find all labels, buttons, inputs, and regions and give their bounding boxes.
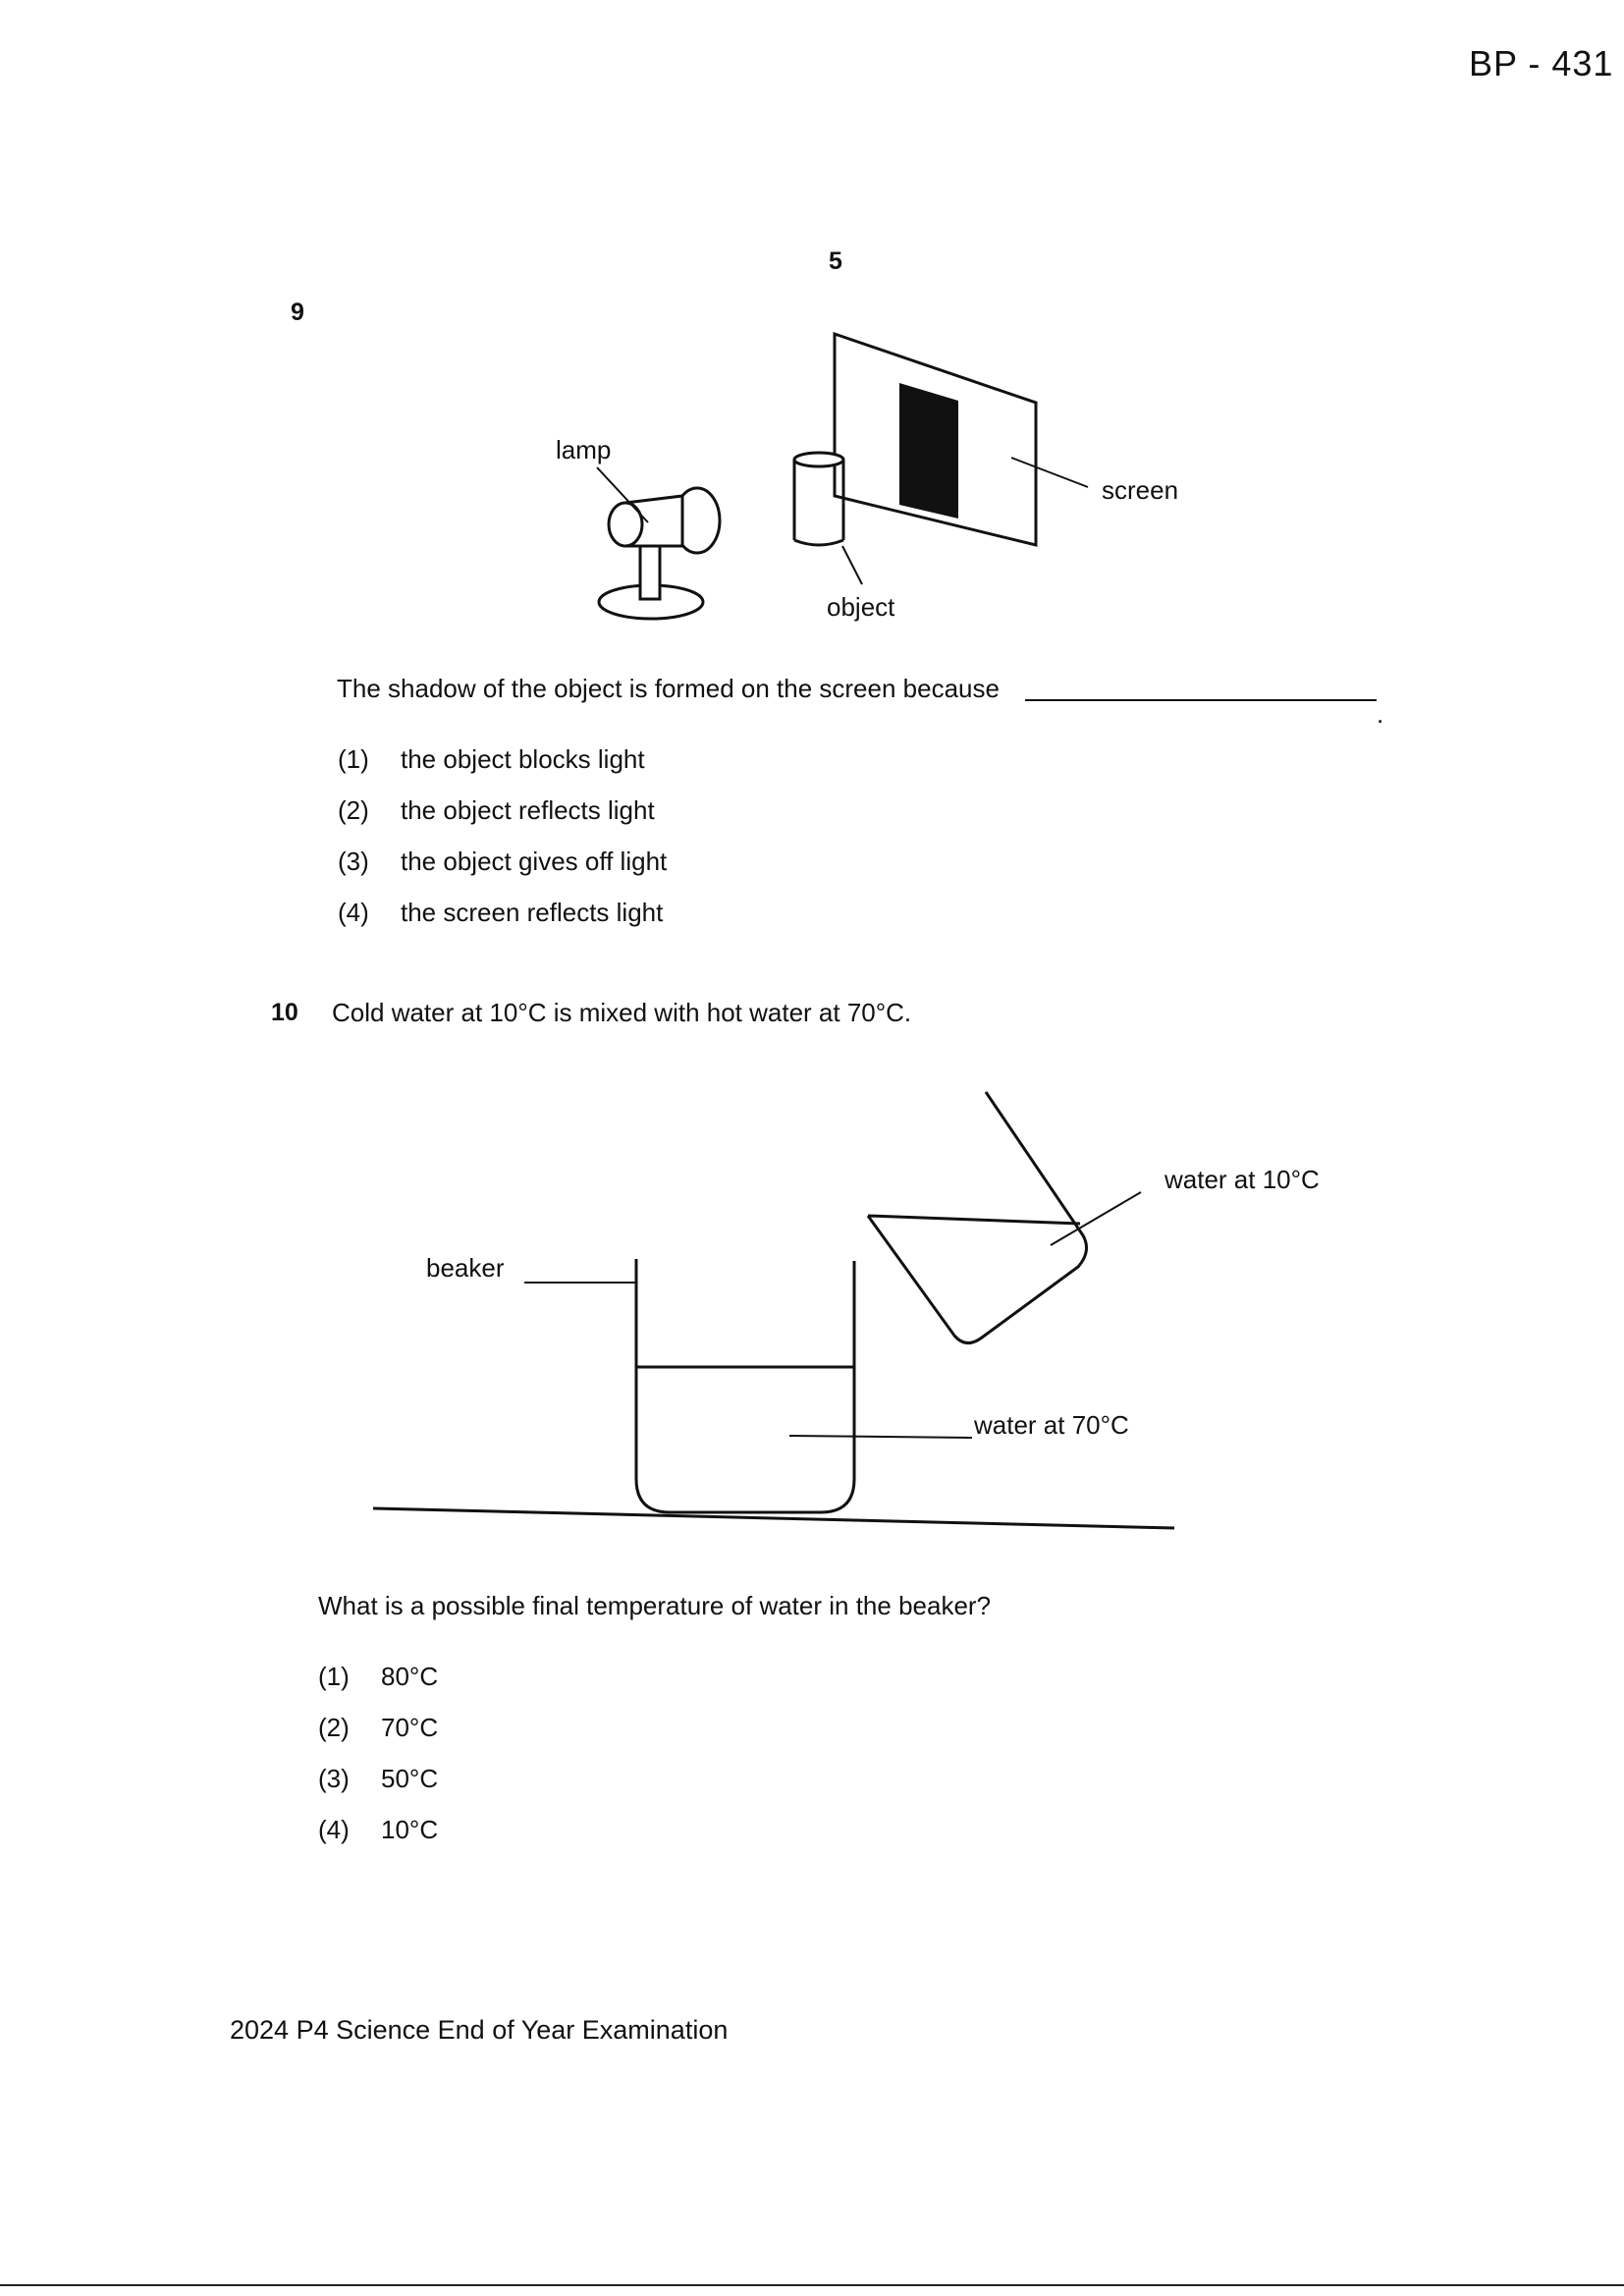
option-number: (2) (318, 1713, 350, 1742)
option-number: (4) (318, 1815, 350, 1844)
scan-edge-line (0, 2284, 1624, 2286)
option-1[interactable] (318, 1662, 439, 1692)
beaker-drawing (636, 1259, 854, 1512)
option-text: 10°C (381, 1815, 439, 1844)
option-text: the screen reflects light (401, 898, 664, 927)
option-4[interactable] (318, 1815, 439, 1845)
option-text: 70°C (381, 1713, 439, 1742)
question-9-stem: The shadow of the object is formed on the screen because (337, 674, 1000, 703)
option-text: the object gives off light (401, 847, 668, 876)
cold-water-label: water at 10°C (1164, 1165, 1320, 1194)
option-text: the object blocks light (401, 744, 645, 774)
option-number: (4) (338, 898, 369, 927)
exam-title-footer: 2024 P4 Science End of Year Examination (230, 2015, 729, 2045)
hot-water-pointer (789, 1436, 972, 1438)
beaker-label: beaker (426, 1253, 505, 1283)
hot-water-label: water at 70°C (974, 1410, 1129, 1440)
question-10-number: 10 (271, 999, 298, 1026)
option-text: the object reflects light (401, 795, 655, 825)
option-number: (2) (338, 795, 369, 825)
lamp-label: lamp (556, 435, 612, 465)
option-number: (1) (318, 1662, 350, 1691)
question-10-stem: Cold water at 10°C is mixed with hot water at 70°C. (332, 998, 912, 1027)
blank-period: . (1377, 699, 1384, 729)
question-10-prompt: What is a possible final temperature of water in the beaker? (318, 1591, 992, 1620)
option-3[interactable] (318, 1764, 439, 1794)
paper-code: BP - 431 (1469, 43, 1614, 83)
object-label: object (827, 592, 895, 622)
option-number: (1) (338, 744, 369, 774)
option-2[interactable] (318, 1713, 439, 1743)
screen-label: screen (1102, 475, 1179, 505)
option-number: (3) (338, 847, 369, 876)
option-number: (3) (318, 1764, 350, 1793)
cold-water-pointer (1051, 1192, 1141, 1245)
page-number: 5 (829, 247, 842, 275)
cold-water-surface (868, 1216, 1080, 1224)
question-9-number: 9 (291, 299, 304, 326)
option-text: 50°C (381, 1764, 439, 1793)
option-text: 80°C (381, 1662, 439, 1691)
